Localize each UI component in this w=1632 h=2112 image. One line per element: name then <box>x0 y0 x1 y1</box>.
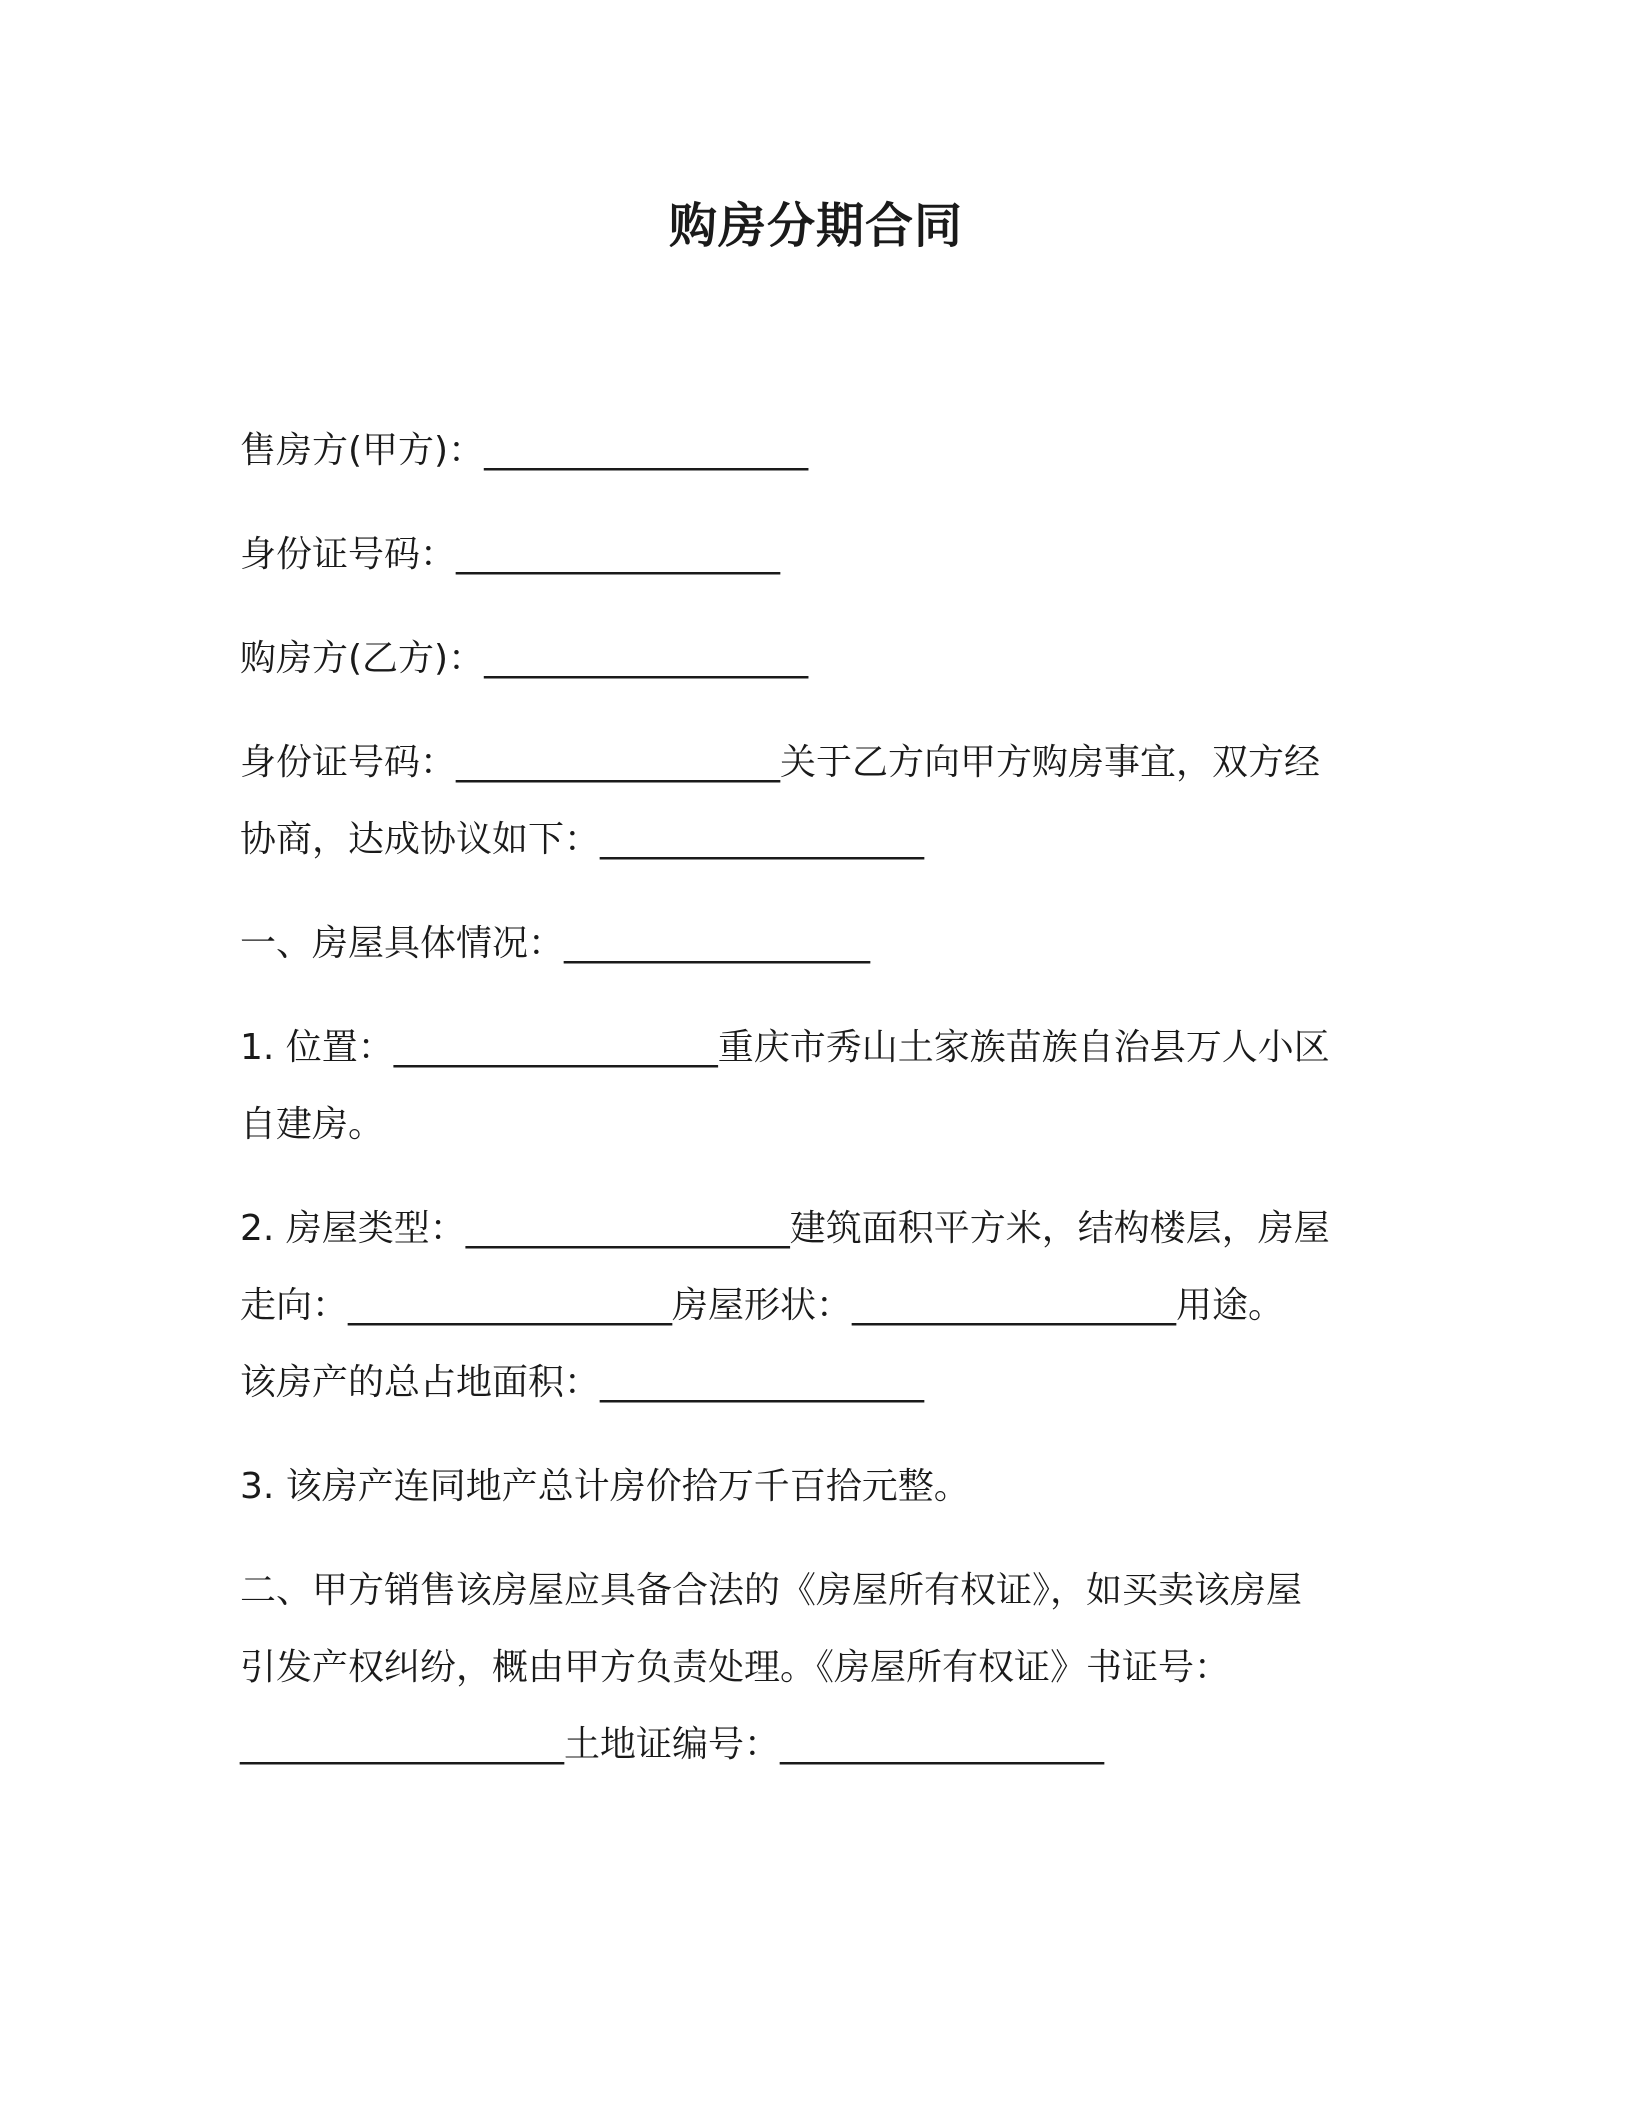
paragraph-seller <box>240 412 1400 489</box>
text-line: 协商，达成协议如下：__________________ <box>240 819 925 860</box>
paragraph-price <box>240 1448 1400 1525</box>
document-title: 购房分期合同 <box>668 198 963 254</box>
text-line: __________________土地证编号：__________________ <box>240 1724 1105 1765</box>
paragraph-house-type <box>240 1190 1400 1421</box>
text-line: 售房方(甲方)：__________________ <box>240 430 809 471</box>
paragraph-buyer <box>240 620 1400 697</box>
paragraph-buyer-id <box>240 724 1400 878</box>
text-line: 该房产的总占地面积：__________________ <box>240 1362 925 1403</box>
text-line: 身份证号码：__________________关于乙方向甲方购房事宜，双方经 <box>240 742 1321 783</box>
text-line: 3. 该房产连同地产总计房价拾万千百拾元整。 <box>240 1466 970 1507</box>
text-line: 一、房屋具体情况：_________________ <box>240 923 871 964</box>
document-body <box>240 412 1400 1810</box>
text-line: 自建房。 <box>240 1104 385 1145</box>
text-line: 购房方(乙方)：__________________ <box>240 638 809 679</box>
text-line: 二、甲方销售该房屋应具备合法的《房屋所有权证》，如买卖该房屋 <box>240 1570 1303 1611</box>
text-line: 1. 位置：__________________重庆市秀山土家族苗族自治县万人小区 <box>240 1027 1330 1068</box>
text-line: 引发产权纠纷，概由甲方负责处理。《房屋所有权证》书证号： <box>240 1647 1231 1688</box>
text-line: 走向：__________________房屋形状：__________________用途。 <box>240 1285 1285 1326</box>
paragraph-seller-id <box>240 516 1400 593</box>
paragraph-section-1 <box>240 905 1400 982</box>
paragraph-section-2 <box>240 1552 1400 1783</box>
text-line: 身份证号码：__________________ <box>240 534 781 575</box>
text-line: 2. 房屋类型：__________________建筑面积平方米，结构楼层，房屋 <box>240 1208 1330 1249</box>
paragraph-location <box>240 1009 1400 1163</box>
